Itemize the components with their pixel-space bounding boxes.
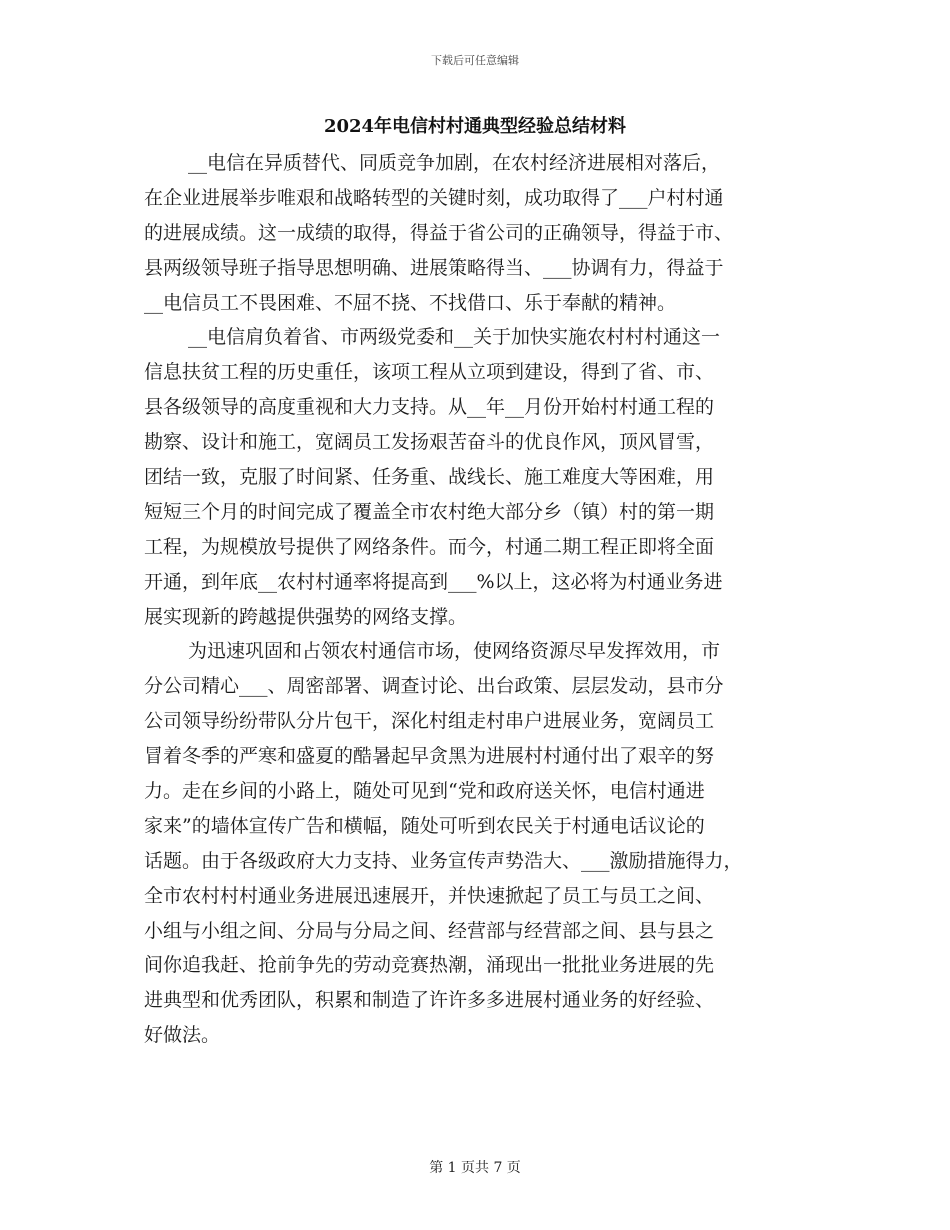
body-line: 县两级领导班子指导思想明确、进展策略得当、___协调有力，得益于 [144,256,724,279]
body-line: 信息扶贫工程的历史重任，该项工程从立项到建设，得到了省、市、 [144,361,715,384]
body-line: 为迅速巩固和占领农村通信市场，使网络资源尽早发挥效用，市 [188,640,721,663]
body-line: 进典型和优秀团队，积累和制造了许许多多进展村通业务的好经验、 [144,989,715,1012]
body-line: 工程，为规模放号提供了网络条件。而今，村通二期工程正即将全面 [144,535,715,558]
body-line: 的进展成绩。这一成绩的取得，得益于省公司的正确领导，得益于市、 [144,221,734,244]
body-line: 开通，到年底__农村村通率将提高到___%以上，这必将为村通业务进 [144,570,723,593]
body-line: __电信在异质替代、同质竞争加剧，在农村经济进展相对落后， [188,152,721,174]
document-title: 2024年电信村村通典型经验总结材料 [323,116,627,137]
body-line: 公司领导纷纷带队分片包干，深化村组走村串户进展业务，宽阔员工 [144,710,715,733]
document-body [144,146,816,1053]
body-line: 间你追我赶、抢前争先的劳动竞赛热潮，涌现出一批批业务进展的先 [144,954,715,977]
page-number-footer: 第 1 页共 7 页 [429,1160,521,1176]
body-line: 小组与小组之间、分局与分局之间、经营部与经营部之间、县与县之 [144,919,715,942]
body-line: 短短三个月的时间完成了覆盖全市农村绝大部分乡（镇）村的第一期 [144,500,715,523]
body-line: __电信员工不畏困难、不屈不挠、不找借口、乐于奉献的精神。 [144,291,677,314]
body-line: 县各级领导的高度重视和大力支持。从__年__月份开始村村通工程的 [144,396,715,419]
body-line: 展实现新的跨越提供强势的网络支撑。 [144,605,468,628]
body-line: 话题。由于各级政府大力支持、业务宣传声势浩大、___激励措施得力， [144,849,743,872]
body-line: 分公司精心___、周密部署、调查讨论、出台政策、层层发动，县市分 [144,675,724,698]
body-line: 勘察、设计和施工，宽阔员工发扬艰苦奋斗的优良作风，顶风冒雪， [144,431,715,454]
page-header: 下载后可任意编辑 [431,54,519,67]
body-line: 家来”的墙体宣传广告和横幅，随处可听到农民关于村通电话议论的 [144,814,705,837]
body-line: 力。走在乡间的小路上，随处可见到“党和政府送关怀，电信村通进 [144,780,705,803]
body-line: 好做法。 [144,1024,221,1047]
body-line: 冒着冬季的严寒和盛夏的酷暑起早贪黑为进展村村通付出了艰辛的努 [144,745,715,768]
body-line: 在企业进展举步唯艰和战略转型的关键时刻，成功取得了___户村村通 [144,186,724,209]
body-line: 全市农村村村通业务进展迅速展开，并快速掀起了员工与员工之间、 [144,884,715,907]
body-line: 团结一致，克服了时间紧、任务重、战线长、施工难度大等困难，用 [144,466,715,489]
body-line: __电信肩负着省、市两级党委和__关于加快实施农村村村通这一 [188,326,721,349]
